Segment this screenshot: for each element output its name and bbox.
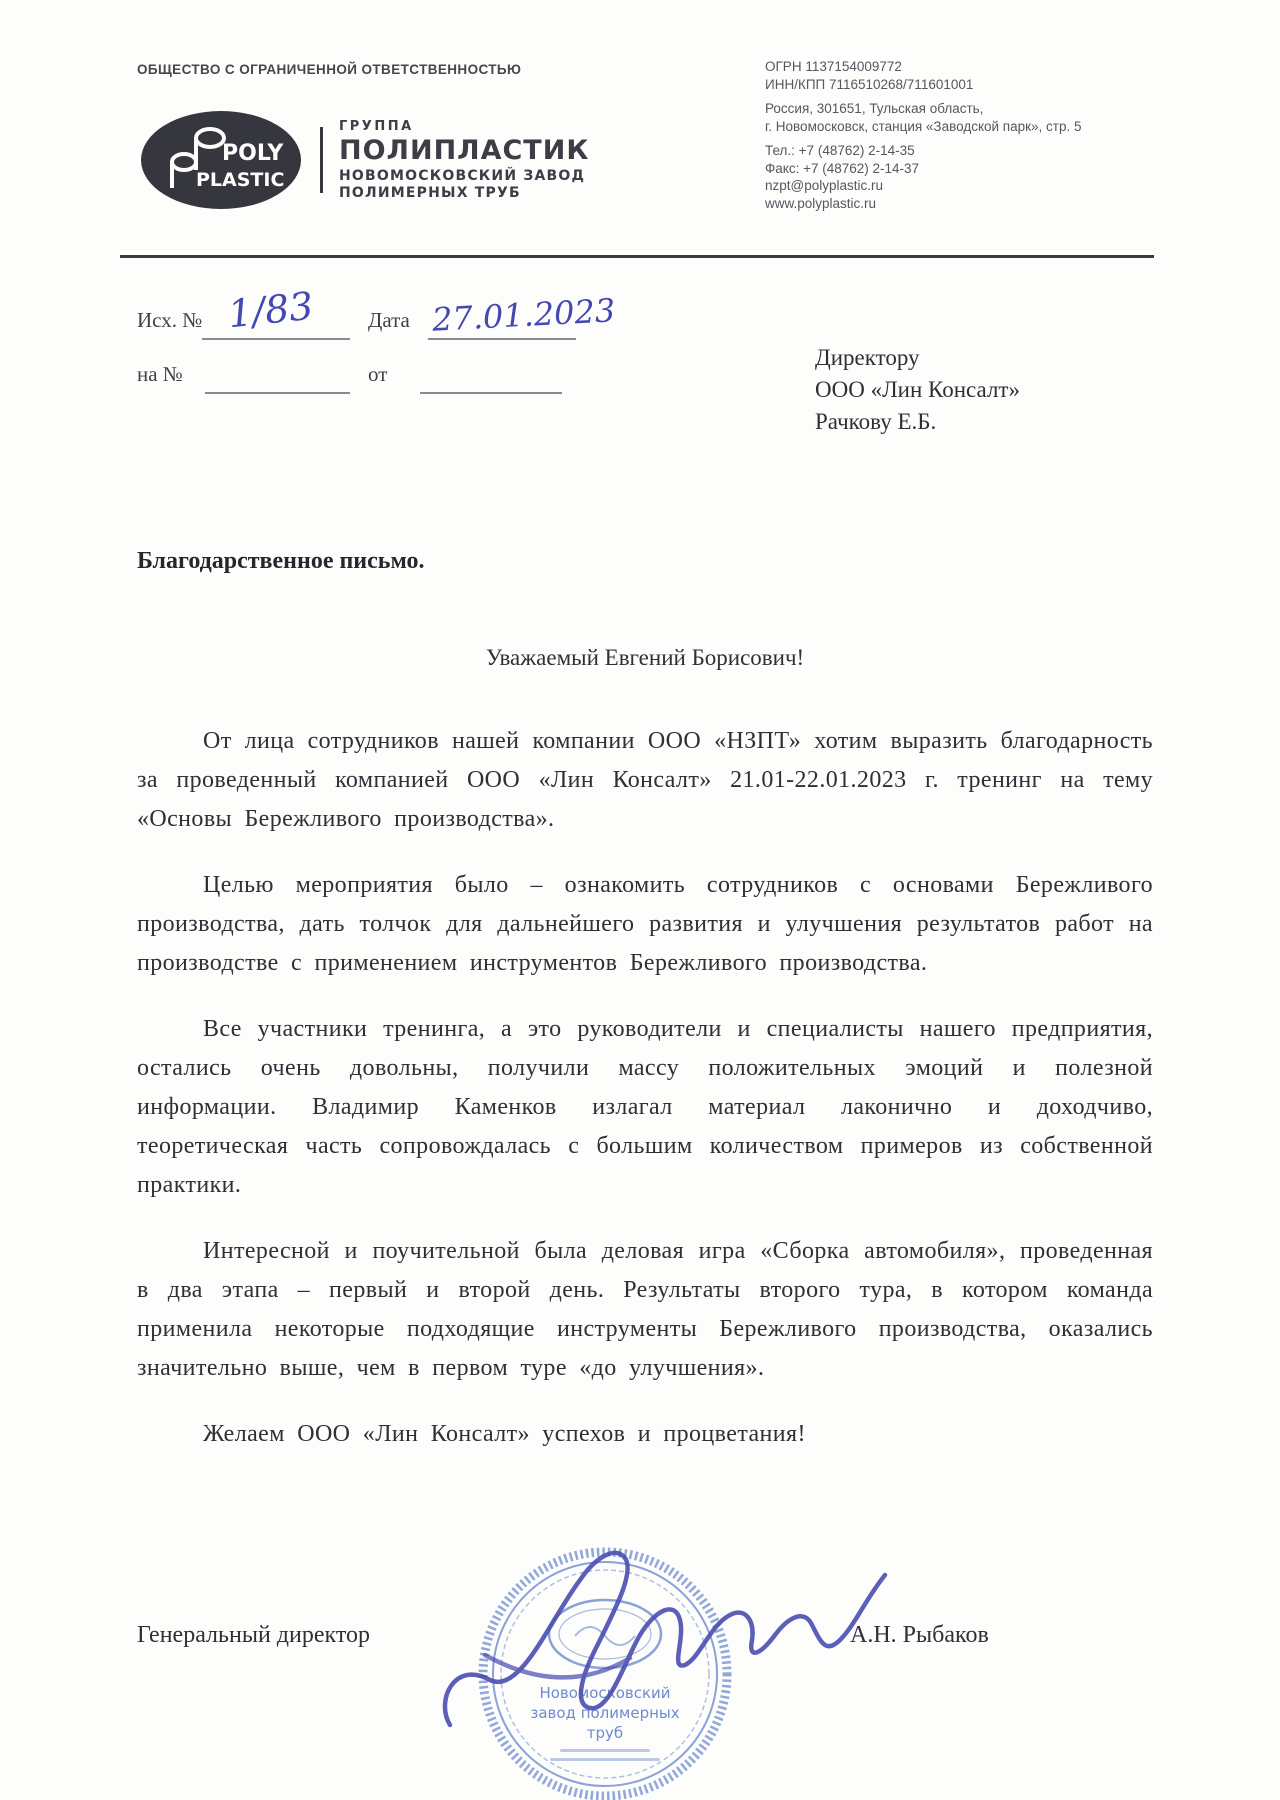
paragraph-4: Интересной и поучительной была деловая игра «Сборка автомобиля», проведенная в два этапа – первый и второй день. Результаты второго тура, в котором команда применила некоторые подходящие инструменты Бережливого производства, оказались значительно выше, чем в первом туре «до улучшения». [137, 1238, 1153, 1381]
company-details [765, 58, 1082, 212]
incoming-number-label: на № [137, 362, 183, 386]
fax-line: Факс: +7 (48762) 2-14-37 [765, 160, 920, 176]
company-type-label: ОБЩЕСТВО С ОГРАНИЧЕННОЙ ОТВЕТСТВЕННОСТЬЮ [137, 62, 522, 77]
salutation: Уважаемый Евгений Борисович! [485, 645, 805, 670]
address-line-1: Россия, 301651, Тульская область, [765, 101, 984, 116]
recipient-person: Рачкову Е.Б. [815, 409, 937, 434]
logo-divider [320, 127, 323, 193]
recipient-position: Директору [815, 345, 920, 370]
signer-position: Генеральный директор [137, 1622, 371, 1648]
stamp-text-1: Новомосковский [539, 1684, 671, 1702]
paragraph-3: Все участники тренинга, а это руководители и специалисты нашего предприятия, остались очень довольны, получили массу положительных эмоций и полезной информации. Владимир Каменков излагал материал лаконично и доходчиво, теоретическая часть сопровождалась с большим количеством примеров из собственной практики. [137, 1016, 1153, 1198]
badge-text-poly: POLY [222, 141, 284, 166]
letter-body [137, 722, 1153, 1481]
logo-subtitle-2: ПОЛИМЕРНЫХ ТРУБ [339, 185, 521, 201]
ogrn-line: ОГРН 1137154009772 [765, 59, 902, 74]
paragraph-2: Целью мероприятия было – ознакомить сотрудников с основами Бережливого производства, дать толчок для дальнейшего развития и улучшения результатов работ на производстве с применением инструментов Бережливого производства. [137, 872, 1153, 976]
letter-title: Благодарственное письмо. [137, 548, 425, 574]
date-line [428, 338, 576, 340]
stamp-text-2: завод полимерных [530, 1704, 680, 1722]
incoming-number-line [205, 392, 350, 394]
signer-name: А.Н. Рыбаков [850, 1622, 989, 1648]
outgoing-number-value: 1/83 [225, 283, 316, 337]
email-line: nzpt@polyplastic.ru [765, 178, 884, 193]
date-value: 27.01.2023 [431, 291, 617, 339]
paragraph-1: От лица сотрудников нашей компании ООО «НЗПТ» хотим выразить благодарность за проведенный компанией ООО «Лин Консалт» 21.01-22.01.2023 г. тренинг на тему «Основы Бережливого производства». [137, 728, 1153, 832]
recipient-company: ООО «Лин Консалт» [815, 377, 1020, 402]
header-divider-rule [120, 255, 1154, 258]
paragraph-5: Желаем ООО «Лин Консалт» успехов и процветания! [203, 1421, 806, 1447]
recipient-block [815, 342, 1020, 438]
from-line [420, 392, 562, 394]
logo-group-name: ПОЛИПЛАСТИК [339, 135, 590, 166]
badge-text-plastic: PLASTIC [196, 169, 285, 191]
logo-subtitle-1: НОВОМОСКОВСКИЙ ЗАВОД [339, 168, 586, 184]
outgoing-number-label: Исх. № [137, 308, 203, 332]
inn-kpp-line: ИНН/КПП 7116510268/711601001 [765, 76, 974, 92]
outgoing-number-line [202, 338, 350, 340]
logo-group-label: ГРУППА [339, 119, 414, 134]
signature-ink [430, 1540, 910, 1740]
from-label: от [368, 362, 388, 386]
phone-line: Тел.: +7 (48762) 2-14-35 [765, 143, 915, 158]
address-line-2: г. Новомосковск, станция «Заводской парк», стр. 5 [765, 118, 1082, 134]
stamp-text-3: труб [586, 1724, 624, 1742]
polyplastic-logo-badge [138, 108, 308, 212]
company-logo [138, 108, 589, 212]
logo-wordmark [339, 120, 589, 200]
website-line: www.polyplastic.ru [765, 195, 877, 211]
date-label: Дата [368, 308, 410, 332]
